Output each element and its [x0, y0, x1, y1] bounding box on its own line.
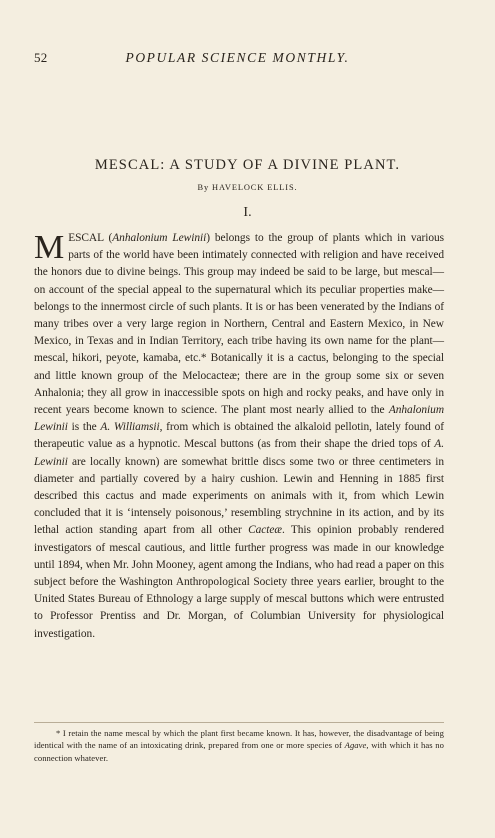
italic-text: Anhalonium Lewinii	[34, 404, 444, 434]
text-run: . This opinion probably rendered investigators of mescal cautious, and little further progress was made in our knowledge until 1894, when Mr. John Mooney, agent among the Indians, who had read a paper on this subject before the Washington Anthropological Society three years earlier, brought to the United States Bureau of Ethnology a large supply of mescal buttons which were entrusted to Professor Prentiss and Dr. Morgan, of Columbian University for physiological investigation.	[34, 524, 444, 640]
page-number: 52	[34, 50, 48, 65]
text-run: ) belongs to the group of plants which in various parts of the world have been intimately connected with religion and have received the honors due to divine beings. This group may indeed be said to be large, but mescal—on account of the special appeal to the supernatural which its peculiar properties make—belongs to the innermost circle of such plants. It is or has been venerated by the Indians of many tribes over a very large region in Northern, Central and Eastern Mexico, in New Mexico, in Texas and in Indian Territory, each tribe having its own name for the plant—mescal, hikori, peyote, kamaba, etc.* Botanically it is a cactus, belonging to the special and little known group of the Melocacteæ; there are in the group some six or seven Anhalonia; they all grow in inaccessible spots on high and rocky peaks, and have only in recent years become known to science. The plant most nearly allied to the	[34, 232, 444, 417]
text-run: is the	[67, 421, 101, 434]
running-head	[34, 50, 461, 66]
text-run: ESCAL (	[68, 232, 113, 244]
footnote-segments	[34, 728, 444, 763]
journal-title: POPULAR SCIENCE MONTHLY.	[125, 50, 350, 65]
italic-text: A. Williamsii	[100, 421, 160, 434]
italic-text: Anhalonium Lewinii	[112, 232, 207, 244]
text-run: , with which it has no connection whatever.	[34, 740, 444, 763]
text-run: are locally known) are somewhat brittle discs some two or three centimeters in diameter and partially covered by a hairy cushion. Lewin and Henning in 1885 first described this cactus and made experiments on animals with it, from which Lewin concluded that it is ‘intensely poisonous,’ resembling strychnine in its action, and by its lethal action standing apart from all other	[34, 455, 444, 537]
italic-text: A. Lewinii	[34, 438, 444, 468]
text-run: * I retain the name mescal by which the plant first became known. It has, however, the disadvantage of being identical with the name of an intoxicating drink, prepared from one or more species of	[34, 728, 444, 751]
italic-text: Cacteæ	[248, 524, 282, 537]
footnote-rule	[34, 722, 444, 723]
text-run: , from which is obtained the alkaloid pellotin, lately found of therapeutic value as a hypnotic. Mescal buttons (as from their shape the dried tops of	[34, 421, 444, 451]
drop-cap: M	[34, 229, 65, 266]
body-segments	[34, 229, 444, 640]
byline: By HAVELOCK ELLIS.	[197, 183, 298, 192]
footnote	[34, 727, 444, 764]
section-numeral: I.	[243, 205, 252, 220]
body-paragraph	[34, 230, 444, 643]
article-title: MESCAL: A STUDY OF A DIVINE PLANT.	[94, 157, 401, 173]
body-text	[34, 230, 444, 643]
italic-text: Agave	[344, 740, 367, 751]
